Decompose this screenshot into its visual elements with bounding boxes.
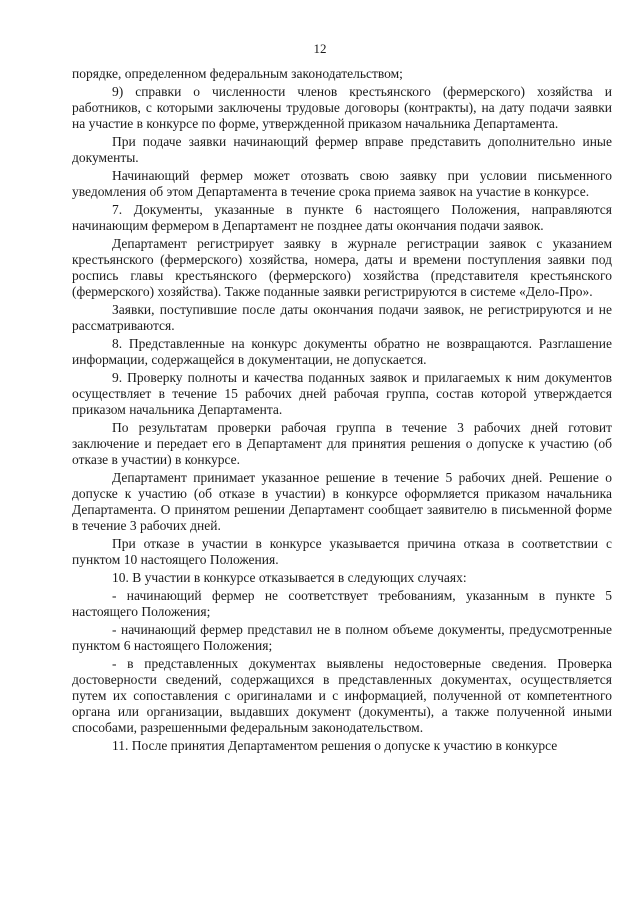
paragraph: 7. Документы, указанные в пункте 6 настоящего Положения, направляются начинающим фермером в Департамент не позднее даты окончания подачи заявок. [72,201,612,233]
paragraph: 10. В участии в конкурсе отказывается в следующих случаях: [112,570,467,586]
paragraph: Департамент регистрирует заявку в журнале регистрации заявок с указанием крестьянского (фермерского) хозяйства, номера, даты и времени поступления заявки под роспись главы крестьянского (фермерского) хозяйства (представителя крестьянского (фермерского) хозяйства). Также поданные заявки регистрируются в системе «Дело-Про». [72,235,612,300]
paragraph: 9. Проверку полноты и качества поданных заявок и прилагаемых к ним документов осуществляет в течение 15 рабочих дней рабочая группа, состав которой утверждается приказом начальника Департамента. [72,369,612,418]
paragraph: Заявки, поступившие после даты окончания подачи заявок, не регистрируются и не рассматриваются. [72,301,612,334]
paragraph: 9) справки о численности членов крестьянского (фермерского) хозяйства и работников, с которыми заключены трудовые договоры (контракты), на дату подачи заявки на участие в конкурсе по форме, утвержденной приказом начальника Департамента. [72,83,612,132]
paragraph: 8. Представленные на конкурс документы обратно не возвращаются. Разглашение информации, содержащейся в документации, не допускается. [72,335,612,367]
paragraph: По результатам проверки рабочая группа в течение 3 рабочих дней готовит заключение и передает его в Департамент для принятия решения о допуске к участию (об отказе в участии) в конкурсе. [72,419,612,468]
paragraph: порядке, определенном федеральным законодательством; [72,66,403,81]
paragraph: При подаче заявки начинающий фермер вправе представить дополнительно иные документы. [72,133,612,166]
paragraph: При отказе в участии в конкурсе указывается причина отказа в соответствии с пунктом 10 настоящего Положения. [72,536,612,568]
paragraph: - в представленных документах выявлены недостоверные сведения. Проверка достоверности сведений, содержащихся в представленных документах, осуществляется путем их сопоставления с оригиналами и с информацией, полученной от компетентного органа или организации, выдавших документ (документы), а также полученной иными способами, разрешенными федеральным законодательством. [72,655,612,736]
paragraph: Начинающий фермер может отозвать свою заявку при условии письменного уведомления об этом Департамента в течение срока приема заявок на участие в конкурсе. [72,167,612,199]
paragraph: - начинающий фермер не соответствует требованиям, указанным в пункте 5 настоящего Положения; [72,587,612,619]
document-body [72,66,612,756]
paragraph: 11. После принятия Департаментом решения о допуске к участию в конкурсе [112,738,558,754]
paragraph: Департамент принимает указанное решение в течение 5 рабочих дней. Решение о допуске к участию (об отказе в участии) в конкурсе оформляется приказом начальника Департамента. О принятом решении Департамент сообщает заявителю в письменной форме в течение 3 рабочих дней. [72,469,612,534]
paragraph: - начинающий фермер представил не в полном объеме документы, предусмотренные пунктом 6 настоящего Положения; [72,621,612,653]
page-number: 12 [313,41,327,56]
